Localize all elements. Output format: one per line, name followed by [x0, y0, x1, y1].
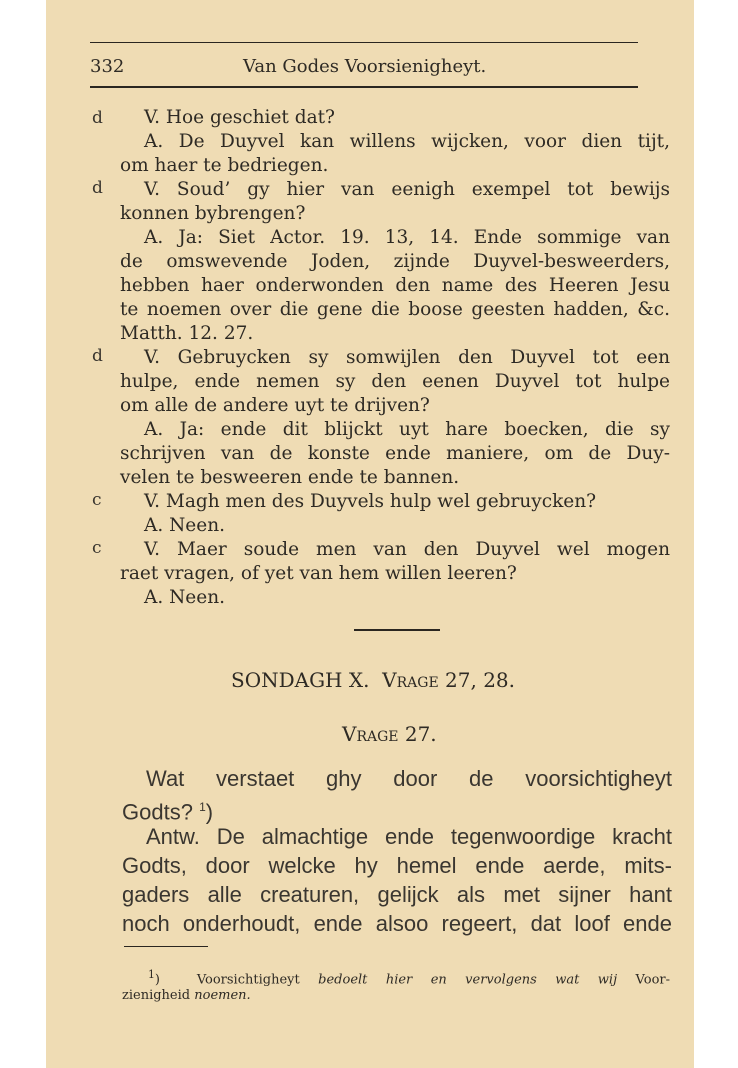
- footnote: $^1$) Voorsichtigheyt bedoelt hier en vervolgens wat wij Voor-: [148, 968, 671, 988]
- text-line: Matth. 12. 27.: [120, 323, 254, 344]
- text-line: V. Hoe geschiet dat?: [144, 107, 335, 128]
- text-line: A. Neen.: [144, 587, 226, 608]
- section-divider: [354, 629, 440, 631]
- running-title: Van Godes Voorsienigheyt.: [243, 56, 487, 77]
- header-rule-bottom: [90, 86, 638, 88]
- header-rule-top: [90, 42, 638, 43]
- body-line: Wat verstaet ghy door de voorsichtigheyt: [146, 766, 672, 791]
- text-line: A. Ja: ende dit blijckt uyt hare boecken, die sy: [144, 419, 670, 440]
- text-line: om haer te bedriegen.: [120, 155, 329, 176]
- text-line: konnen bybrengen?: [120, 203, 306, 224]
- text-line: V. Gebruycken sy somwijlen den Duyvel tot een: [144, 347, 670, 368]
- text-line: velen te besweeren ende te bannen.: [120, 467, 460, 488]
- text-line: de omswevende Joden, zijnde Duyvel-besweerders,: [120, 251, 670, 272]
- page-number: 332: [90, 56, 125, 77]
- margin-mark: c: [92, 490, 102, 510]
- text-line: te noemen over die gene die boose geesten hadden, &c.: [120, 299, 670, 320]
- text-line: raet vragen, of yet van hem willen leeren?: [120, 563, 517, 584]
- text-line: V. Soud’ gy hier van eenigh exempel tot bewijs: [144, 179, 670, 200]
- body-line: Godts? $^1$): [122, 799, 214, 825]
- margin-mark: d: [92, 108, 103, 128]
- text-line: V. Magh men des Duyvels hulp wel gebruycken?: [144, 491, 597, 512]
- text-line: A. Ja: Siet Actor. 19. 13, 14. Ende sommige van: [144, 227, 670, 248]
- body-line: Antw. De almachtige ende tegenwoordige kracht: [146, 824, 672, 849]
- margin-mark: d: [92, 346, 103, 366]
- text-line: A. Neen.: [144, 515, 226, 536]
- section-heading: SONDAGH X. Vrage 27, 28.: [231, 668, 515, 692]
- text-line: A. De Duyvel kan willens wijcken, voor dien tijt,: [144, 131, 670, 152]
- body-line: noch onderhoudt, ende alsoo regeert, dat loof ende: [122, 911, 672, 936]
- question-heading: Vrage 27.: [342, 722, 437, 746]
- text-line: om alle de andere uyt te drijven?: [120, 395, 430, 416]
- text-line: hebben haer onderwonden den name des Heeren Jesu: [120, 275, 670, 296]
- margin-mark: c: [92, 538, 102, 558]
- margin-mark: d: [92, 178, 103, 198]
- footnote: zienigheid noemen.: [122, 988, 251, 1003]
- body-line: Godts, door welcke hy hemel ende aerde, mits-: [122, 853, 672, 878]
- body-line: gaders alle creaturen, gelijck als met sijner hant: [122, 882, 672, 907]
- text-line: V. Maer soude men van den Duyvel wel mogen: [144, 539, 670, 560]
- footnote-rule: [124, 946, 208, 947]
- text-line: schrijven van de konste ende maniere, om de Duy-: [120, 443, 670, 464]
- text-line: hulpe, ende nemen sy den eenen Duyvel tot hulpe: [120, 371, 670, 392]
